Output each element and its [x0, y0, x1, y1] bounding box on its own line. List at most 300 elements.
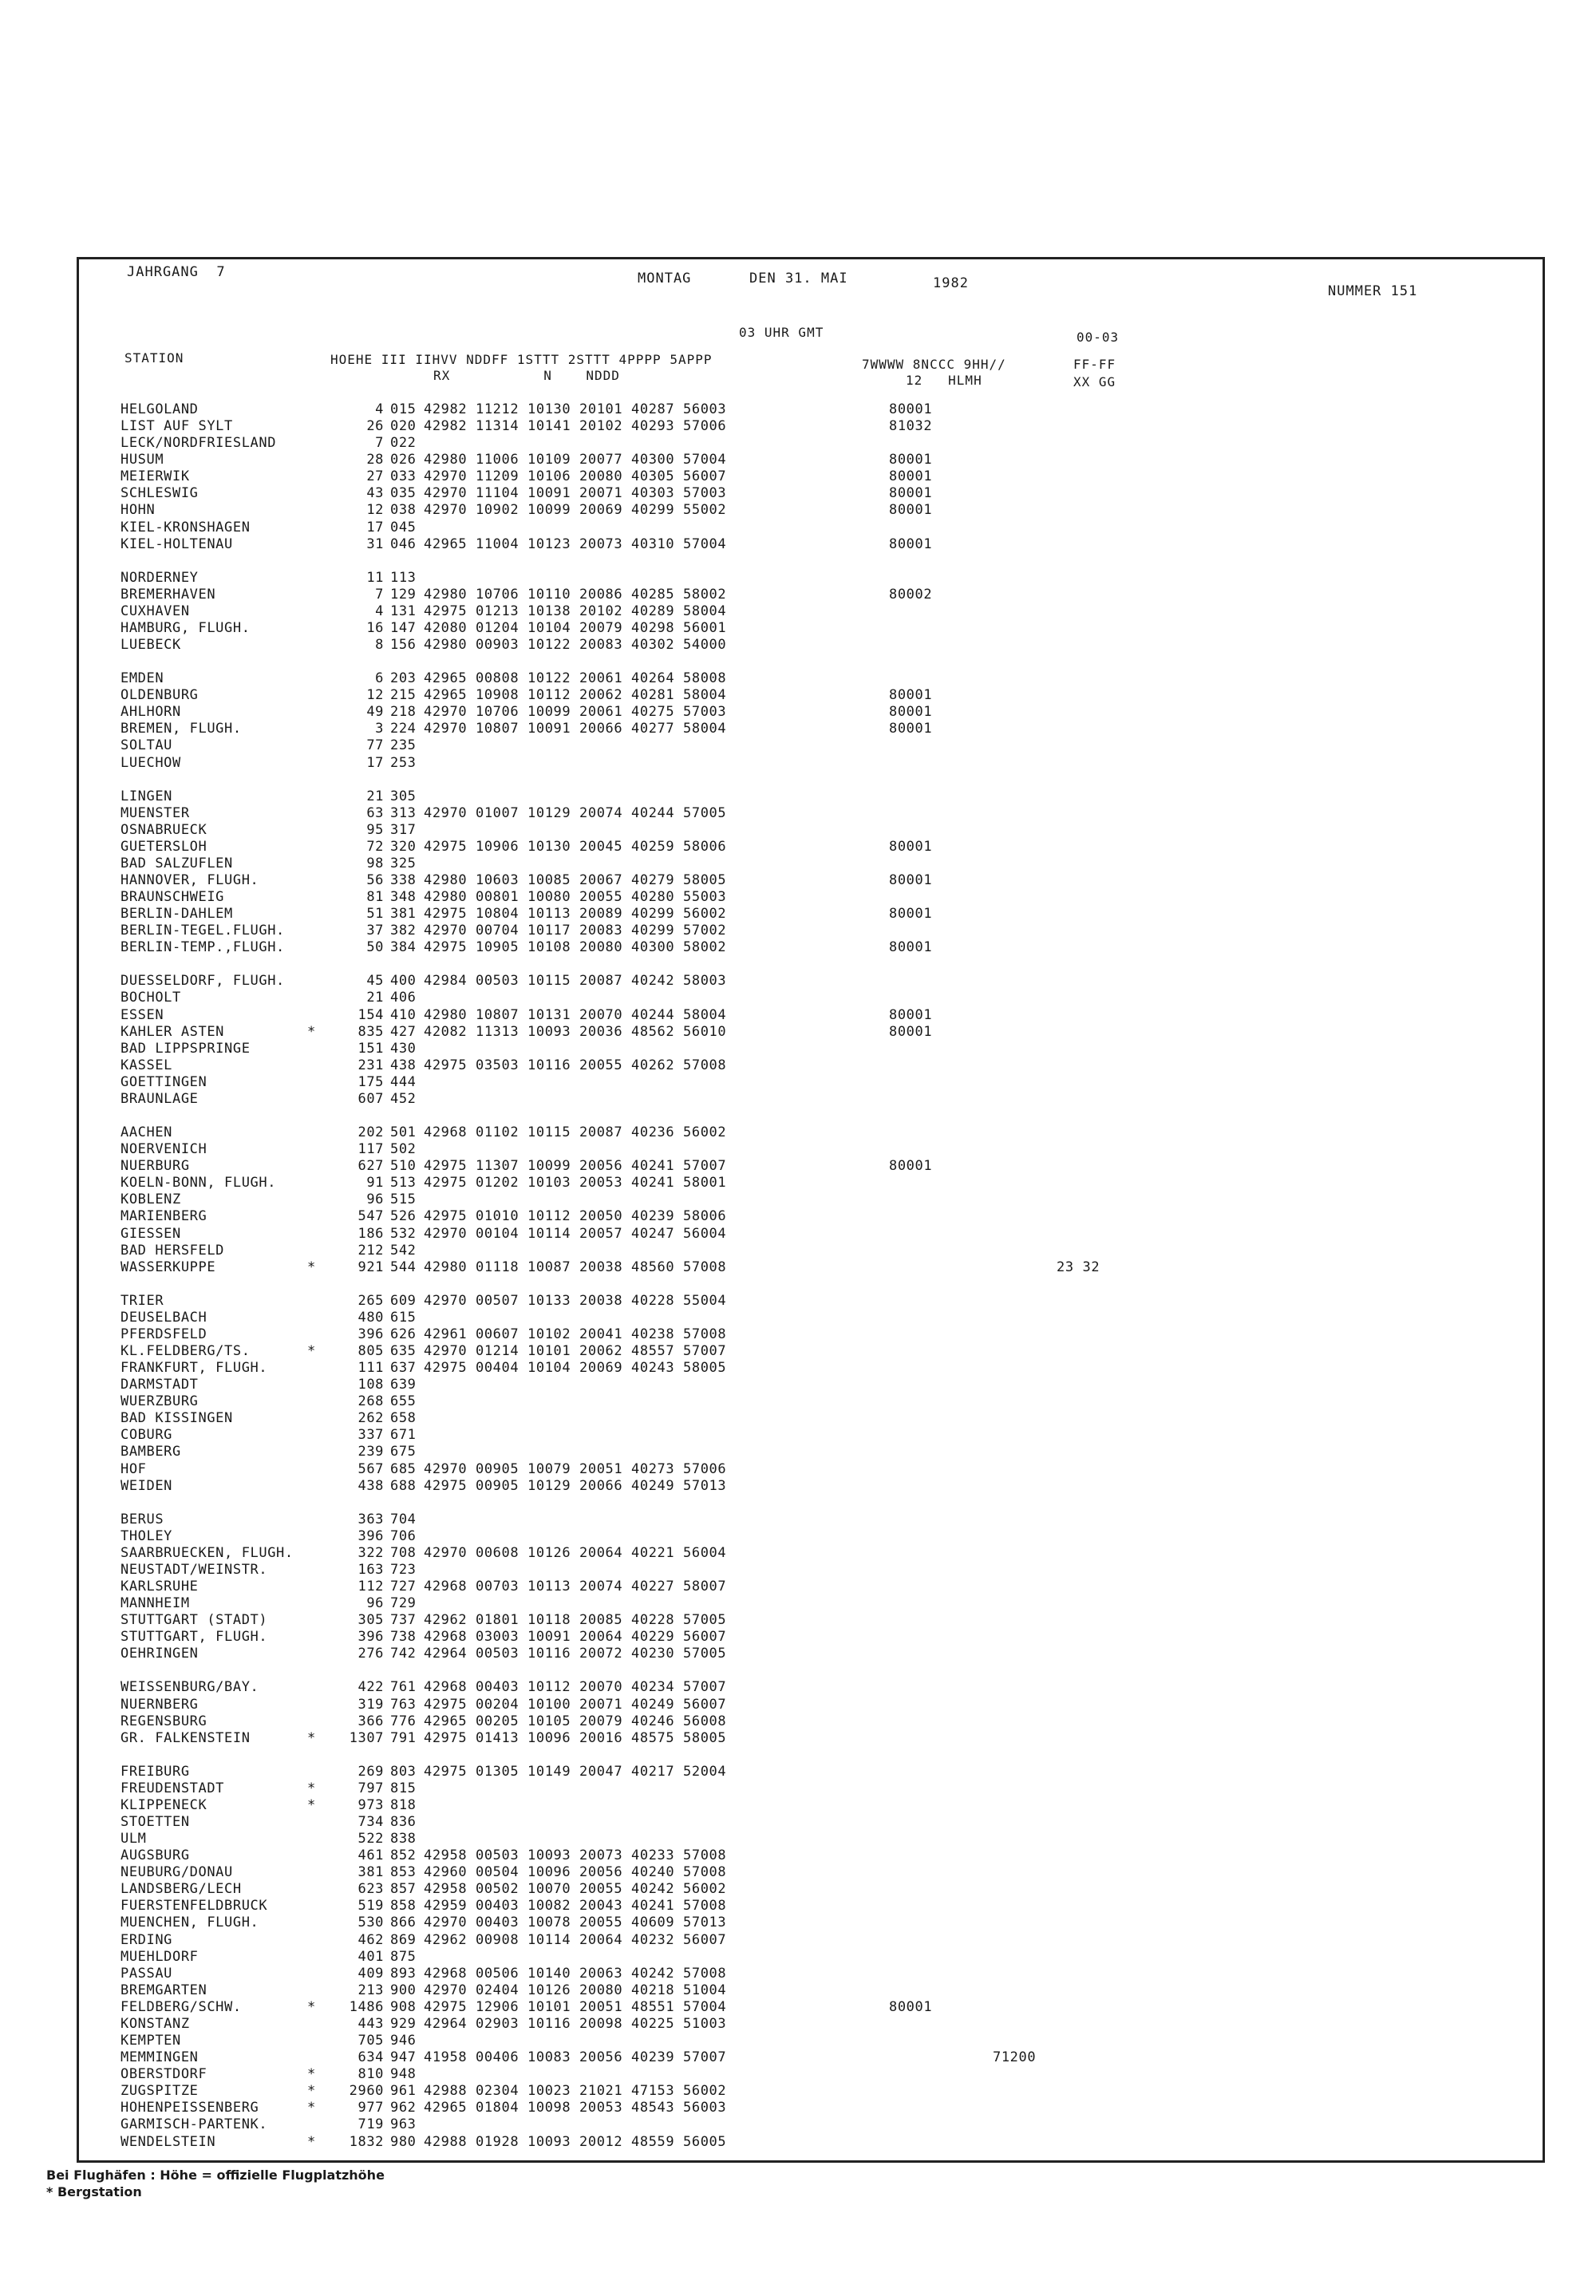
station-row — [79, 1595, 1543, 1612]
station-number: 853 — [390, 1864, 417, 1880]
synop-code-groups: 42975 00404 10104 20069 40243 58005 — [424, 1360, 727, 1376]
station-number: 406 — [390, 990, 417, 1006]
section-header-line2: 12 HLMH — [906, 373, 982, 388]
station-number: 022 — [390, 435, 417, 451]
station-name: OBERSTDORF — [120, 2066, 207, 2082]
station-number: 532 — [390, 1226, 417, 1242]
station-row — [79, 1478, 1543, 1495]
station-row — [79, 1444, 1543, 1460]
station-name: HUSUM — [120, 452, 164, 468]
station-height: 21 — [366, 990, 384, 1006]
station-height: 337 — [358, 1427, 384, 1443]
station-number: 501 — [390, 1124, 417, 1140]
station-height: 8 — [375, 637, 384, 653]
station-name: STOETTEN — [120, 1814, 190, 1830]
station-name: HOF — [120, 1461, 147, 1477]
station-row — [79, 1730, 1543, 1747]
synop-code-groups: 42968 00703 10113 20074 40227 58007 — [424, 1579, 727, 1595]
station-row — [79, 1360, 1543, 1377]
station-name: AUGSBURG — [120, 1847, 190, 1863]
station-name: GR. FALKENSTEIN — [120, 1730, 251, 1746]
footnote-mountain: * Bergstation — [46, 2184, 142, 2199]
station-number: 685 — [390, 1461, 417, 1477]
station-name: KIEL-KRONSHAGEN — [120, 520, 251, 535]
station-number: 737 — [390, 1612, 417, 1628]
station-row — [79, 1024, 1543, 1041]
station-height: 72 — [366, 839, 384, 855]
synop-code-groups: 42960 00504 10096 20056 40240 57008 — [424, 1864, 727, 1880]
synop-code-groups: 42958 00503 10093 20073 40233 57008 — [424, 1847, 727, 1863]
station-row — [79, 1226, 1543, 1243]
station-row — [79, 2116, 1543, 2133]
station-name: BAD HERSFELD — [120, 1243, 225, 1259]
regional-code: 71200 — [993, 2049, 1037, 2065]
station-number: 708 — [390, 1545, 417, 1561]
station-number: 020 — [390, 418, 417, 434]
station-name: BRAUNLAGE — [120, 1091, 199, 1107]
station-height: 797 — [358, 1780, 384, 1796]
code-header-line2: RX N NDDD — [433, 368, 620, 383]
station-name: WEISSENBURG/BAY. — [120, 1679, 259, 1695]
station-height: 381 — [358, 1864, 384, 1880]
station-number: 866 — [390, 1915, 417, 1930]
station-height: 95 — [366, 822, 384, 838]
station-row — [79, 1847, 1543, 1864]
station-height: 17 — [366, 755, 384, 771]
synop-code-groups: 42975 00905 10129 20066 40249 57013 — [424, 1478, 727, 1494]
station-number: 671 — [390, 1427, 417, 1443]
section-code: 80001 — [889, 1007, 933, 1023]
section-code: 80001 — [889, 704, 933, 720]
station-height: 366 — [358, 1713, 384, 1729]
station-row — [79, 1915, 1543, 1931]
station-row — [79, 1562, 1543, 1579]
synop-code-groups: 42975 01010 10112 20050 40239 58006 — [424, 1208, 727, 1224]
station-name: KL.FELDBERG/TS. — [120, 1343, 251, 1359]
station-name: KIEL-HOLTENAU — [120, 536, 233, 552]
station-row — [79, 2066, 1543, 2083]
station-row — [79, 1528, 1543, 1545]
synop-code-groups: 42965 01804 10098 20053 48543 56003 — [424, 2100, 727, 2116]
station-number: 035 — [390, 485, 417, 501]
synop-code-groups: 42970 01007 10129 20074 40244 57005 — [424, 805, 727, 821]
station-number: 637 — [390, 1360, 417, 1376]
station-row — [79, 1310, 1543, 1326]
station-height: 27 — [366, 468, 384, 484]
station-height: 49 — [366, 704, 384, 720]
station-row — [79, 1208, 1543, 1225]
station-height: 12 — [366, 687, 384, 703]
synop-code-groups: 42968 00506 10140 20063 40242 57008 — [424, 1966, 727, 1982]
synop-code-groups: 42965 00808 10122 20061 40264 58008 — [424, 670, 727, 686]
station-row — [79, 570, 1543, 587]
station-name: MUENSTER — [120, 805, 190, 821]
station-height: 212 — [358, 1243, 384, 1259]
station-number: 763 — [390, 1697, 417, 1713]
station-row — [79, 939, 1543, 956]
station-row — [79, 2083, 1543, 2100]
station-name: MEIERWIK — [120, 468, 190, 484]
station-number: 635 — [390, 1343, 417, 1359]
station-number: 688 — [390, 1478, 417, 1494]
section-code: 80001 — [889, 872, 933, 888]
station-height: 91 — [366, 1175, 384, 1191]
station-number: 742 — [390, 1646, 417, 1662]
weekday-label: MONTAG — [638, 271, 692, 287]
gust-header-line1: FF-FF — [1073, 357, 1116, 372]
synop-code-groups: 42970 11209 10106 20080 40305 56007 — [424, 468, 727, 484]
station-name: FELDBERG/SCHW. — [120, 1999, 242, 2015]
station-name: NOERVENICH — [120, 1141, 207, 1157]
station-height: 734 — [358, 1814, 384, 1830]
station-number: 131 — [390, 603, 417, 619]
synop-code-groups: 42975 12906 10101 20051 48551 57004 — [424, 1999, 727, 2015]
station-number: 313 — [390, 805, 417, 821]
station-row — [79, 1764, 1543, 1780]
station-row — [79, 1629, 1543, 1646]
station-number: 542 — [390, 1243, 417, 1259]
station-height: 26 — [366, 418, 384, 434]
station-name: DEUSELBACH — [120, 1310, 207, 1326]
station-row — [79, 1512, 1543, 1528]
station-number: 900 — [390, 1982, 417, 1998]
station-number: 430 — [390, 1041, 417, 1057]
station-height: 21 — [366, 788, 384, 804]
station-number: 224 — [390, 721, 417, 737]
section-code: 80002 — [889, 587, 933, 603]
station-name: BRAUNSCHWEIG — [120, 889, 225, 905]
station-name: GIESSEN — [120, 1226, 181, 1242]
station-name: HANNOVER, FLUGH. — [120, 872, 259, 888]
mountain-station-marker: * — [307, 1343, 316, 1359]
synop-code-groups: 42970 00704 10117 20083 40299 57002 — [424, 923, 727, 939]
station-row — [79, 1427, 1543, 1444]
station-row — [79, 1949, 1543, 1966]
station-number: 203 — [390, 670, 417, 686]
station-number: 908 — [390, 1999, 417, 2015]
station-height: 461 — [358, 1847, 384, 1863]
synop-code-groups: 42975 00204 10100 20071 40249 56007 — [424, 1697, 727, 1713]
station-row — [79, 856, 1543, 872]
observation-time: 03 UHR GMT — [739, 325, 824, 340]
station-number: 381 — [390, 906, 417, 922]
station-row — [79, 587, 1543, 603]
gust-values: 23 32 — [1057, 1259, 1100, 1275]
station-row — [79, 1393, 1543, 1410]
mountain-station-marker: * — [307, 1780, 316, 1796]
station-height: 705 — [358, 2033, 384, 2049]
synop-code-groups: 42961 00607 10102 20041 40238 57008 — [424, 1326, 727, 1342]
station-number: 215 — [390, 687, 417, 703]
synop-code-groups: 42965 00205 10105 20079 40246 56008 — [424, 1713, 727, 1729]
station-number: 218 — [390, 704, 417, 720]
station-name: BOCHOLT — [120, 990, 181, 1006]
mountain-station-marker: * — [307, 1999, 316, 2015]
station-height: 96 — [366, 1595, 384, 1611]
station-row — [79, 805, 1543, 822]
station-number: 706 — [390, 1528, 417, 1544]
station-name: COBURG — [120, 1427, 173, 1443]
station-number: 452 — [390, 1091, 417, 1107]
station-height: 1486 — [349, 1999, 384, 2015]
synop-code-groups: 42964 02903 10116 20098 40225 51003 — [424, 2016, 727, 2032]
station-name: REGENSBURG — [120, 1713, 207, 1729]
station-number: 526 — [390, 1208, 417, 1224]
synop-code-groups: 42975 10906 10130 20045 40259 58006 — [424, 839, 727, 855]
station-height: 45 — [366, 973, 384, 989]
station-name: BAD KISSINGEN — [120, 1410, 233, 1426]
station-number: 815 — [390, 1780, 417, 1796]
station-number: 947 — [390, 2049, 417, 2065]
station-height: 1832 — [349, 2134, 384, 2150]
station-name: MARIENBERG — [120, 1208, 207, 1224]
station-row — [79, 1141, 1543, 1158]
station-number: 015 — [390, 401, 417, 417]
station-number: 963 — [390, 2116, 417, 2132]
station-number: 838 — [390, 1831, 417, 1847]
station-name: FRANKFURT, FLUGH. — [120, 1360, 268, 1376]
synop-code-groups: 42968 01102 10115 20087 40236 56002 — [424, 1124, 727, 1140]
station-name: AACHEN — [120, 1124, 173, 1140]
station-number: 776 — [390, 1713, 417, 1729]
station-number: 609 — [390, 1293, 417, 1309]
station-name: KAHLER ASTEN — [120, 1024, 225, 1040]
station-row — [79, 687, 1543, 704]
station-row — [79, 822, 1543, 839]
station-row — [79, 536, 1543, 553]
station-number: 427 — [390, 1024, 417, 1040]
station-table — [79, 259, 1543, 2160]
section-header-line1: 7WWWW 8NCCC 9HH// — [862, 357, 1006, 372]
station-row — [79, 670, 1543, 687]
station-number: 444 — [390, 1074, 417, 1090]
synop-code-groups: 42958 00502 10070 20055 40242 56002 — [424, 1881, 727, 1897]
station-row — [79, 1293, 1543, 1310]
station-name: GARMISCH-PARTENK. — [120, 2116, 268, 2132]
station-row — [79, 2033, 1543, 2049]
station-number: 544 — [390, 1259, 417, 1275]
station-name: BERUS — [120, 1512, 164, 1527]
synop-code-groups: 42965 10908 10112 20062 40281 58004 — [424, 687, 727, 703]
mountain-station-marker: * — [307, 2066, 316, 2082]
station-row — [79, 1679, 1543, 1696]
station-name: PASSAU — [120, 1966, 173, 1982]
station-row — [79, 1797, 1543, 1814]
station-row — [79, 2049, 1543, 2066]
station-name: KOELN-BONN, FLUGH. — [120, 1175, 277, 1191]
station-row — [79, 1007, 1543, 1024]
station-number: 961 — [390, 2083, 417, 2099]
station-name: PFERDSFELD — [120, 1326, 207, 1342]
station-name: MUENCHEN, FLUGH. — [120, 1915, 259, 1930]
station-header: STATION — [124, 350, 184, 366]
station-height: 409 — [358, 1966, 384, 1982]
station-height: 175 — [358, 1074, 384, 1090]
section-code: 80001 — [889, 468, 933, 484]
station-name: KONSTANZ — [120, 2016, 190, 2032]
station-number: 400 — [390, 973, 417, 989]
station-row — [79, 468, 1543, 485]
station-number: 836 — [390, 1814, 417, 1830]
station-name: MEMMINGEN — [120, 2049, 199, 2065]
station-number: 675 — [390, 1444, 417, 1460]
station-name: NUERNBERG — [120, 1697, 199, 1713]
station-row — [79, 1259, 1543, 1276]
station-height: 3 — [375, 721, 384, 737]
station-row — [79, 1646, 1543, 1662]
station-name: WASSERKUPPE — [120, 1259, 216, 1275]
station-number: 325 — [390, 856, 417, 871]
station-row — [79, 1175, 1543, 1191]
station-name: ERDING — [120, 1932, 173, 1948]
station-name: ULM — [120, 1831, 147, 1847]
station-number: 655 — [390, 1393, 417, 1409]
station-height: 154 — [358, 1007, 384, 1023]
station-row — [79, 1158, 1543, 1175]
station-height: 37 — [366, 923, 384, 939]
station-height: 547 — [358, 1208, 384, 1224]
station-name: KOBLENZ — [120, 1191, 181, 1207]
station-row — [79, 1999, 1543, 2016]
station-height: 56 — [366, 872, 384, 888]
station-name: HOHN — [120, 502, 156, 518]
station-number: 038 — [390, 502, 417, 518]
station-row — [79, 906, 1543, 923]
station-number: 639 — [390, 1377, 417, 1393]
station-number: 502 — [390, 1141, 417, 1157]
station-number: 026 — [390, 452, 417, 468]
station-name: BERLIN-TEMP.,FLUGH. — [120, 939, 285, 955]
station-name: BREMGARTEN — [120, 1982, 207, 1998]
station-name: LUEBECK — [120, 637, 181, 653]
station-height: 396 — [358, 1528, 384, 1544]
station-height: 4 — [375, 603, 384, 619]
synop-code-groups: 41958 00406 10083 20056 40239 57007 — [424, 2049, 727, 2065]
station-height: 1307 — [349, 1730, 384, 1746]
station-number: 113 — [390, 570, 417, 586]
station-name: BERLIN-TEGEL.FLUGH. — [120, 923, 285, 939]
station-number: 791 — [390, 1730, 417, 1746]
station-row — [79, 1461, 1543, 1478]
synop-code-groups: 42980 10807 10131 20070 40244 58004 — [424, 1007, 727, 1023]
station-row — [79, 990, 1543, 1006]
year-label: 1982 — [933, 275, 969, 291]
station-height: 268 — [358, 1393, 384, 1409]
station-row — [79, 755, 1543, 772]
section-code: 80001 — [889, 1024, 933, 1040]
station-height: 98 — [366, 856, 384, 871]
mountain-station-marker: * — [307, 1797, 316, 1813]
station-height: 401 — [358, 1949, 384, 1965]
station-number: 858 — [390, 1898, 417, 1914]
station-row — [79, 2134, 1543, 2151]
station-height: 51 — [366, 906, 384, 922]
station-name: BREMERHAVEN — [120, 587, 216, 603]
station-name: KLIPPENECK — [120, 1797, 207, 1813]
station-height: 213 — [358, 1982, 384, 1998]
synop-code-groups: 42980 00903 10122 20083 40302 54000 — [424, 637, 727, 653]
station-height: 319 — [358, 1697, 384, 1713]
station-height: 322 — [358, 1545, 384, 1561]
station-height: 607 — [358, 1091, 384, 1107]
station-row — [79, 1074, 1543, 1091]
station-number: 382 — [390, 923, 417, 939]
station-name: THOLEY — [120, 1528, 173, 1544]
station-height: 7 — [375, 587, 384, 603]
station-name: STUTTGART, FLUGH. — [120, 1629, 268, 1645]
gust-header-line2: XX GG — [1073, 374, 1116, 389]
section-code: 80001 — [889, 401, 933, 417]
synop-code-groups: 42988 02304 10023 21021 47153 56002 — [424, 2083, 727, 2099]
station-number: 723 — [390, 1562, 417, 1578]
issue-number: NUMMER 151 — [1328, 283, 1418, 299]
station-name: SOLTAU — [120, 737, 173, 753]
station-row — [79, 1191, 1543, 1208]
station-row — [79, 1326, 1543, 1343]
synop-code-groups: 42980 10603 10085 20067 40279 58005 — [424, 872, 727, 888]
station-height: 12 — [366, 502, 384, 518]
station-row — [79, 452, 1543, 468]
station-height: 28 — [366, 452, 384, 468]
station-row — [79, 637, 1543, 654]
station-name: SCHLESWIG — [120, 485, 199, 501]
section-code: 80001 — [889, 536, 933, 552]
station-name: AHLHORN — [120, 704, 181, 720]
station-height: 530 — [358, 1915, 384, 1930]
station-height: 276 — [358, 1646, 384, 1662]
station-height: 96 — [366, 1191, 384, 1207]
station-height: 305 — [358, 1612, 384, 1628]
station-height: 231 — [358, 1057, 384, 1073]
station-height: 519 — [358, 1898, 384, 1914]
station-number: 727 — [390, 1579, 417, 1595]
station-row — [79, 889, 1543, 906]
station-name: OEHRINGEN — [120, 1646, 199, 1662]
station-row — [79, 1814, 1543, 1831]
synop-code-groups: 42982 11314 10141 20102 40293 57006 — [424, 418, 727, 434]
station-number: 317 — [390, 822, 417, 838]
station-number: 962 — [390, 2100, 417, 2116]
station-height: 627 — [358, 1158, 384, 1174]
station-row — [79, 1932, 1543, 1949]
station-row — [79, 788, 1543, 805]
station-name: MUEHLDORF — [120, 1949, 199, 1965]
mountain-station-marker: * — [307, 2083, 316, 2099]
station-height: 4 — [375, 401, 384, 417]
station-name: WUERZBURG — [120, 1393, 199, 1409]
station-row — [79, 1243, 1543, 1259]
station-name: GOETTINGEN — [120, 1074, 207, 1090]
synop-code-groups: 42970 00905 10079 20051 40273 57006 — [424, 1461, 727, 1477]
station-name: HOHENPEISSENBERG — [120, 2100, 259, 2116]
station-height: 462 — [358, 1932, 384, 1948]
synop-code-groups: 42970 01214 10101 20062 48557 57007 — [424, 1343, 727, 1359]
date-label: DEN 31. MAI — [749, 271, 848, 287]
station-number: 818 — [390, 1797, 417, 1813]
station-name: NEUSTADT/WEINSTR. — [120, 1562, 268, 1578]
station-number: 510 — [390, 1158, 417, 1174]
station-height: 63 — [366, 805, 384, 821]
mountain-station-marker: * — [307, 2134, 316, 2150]
station-name: FUERSTENFELDBRUCK — [120, 1898, 268, 1914]
synop-code-groups: 42984 00503 10115 20087 40242 58003 — [424, 973, 727, 989]
synop-code-groups: 42970 00104 10114 20057 40247 56004 — [424, 1226, 727, 1242]
station-height: 11 — [366, 570, 384, 586]
synop-code-groups: 42980 01118 10087 20038 48560 57008 — [424, 1259, 727, 1275]
station-name: LIST AUF SYLT — [120, 418, 233, 434]
station-name: WEIDEN — [120, 1478, 173, 1494]
station-number: 515 — [390, 1191, 417, 1207]
